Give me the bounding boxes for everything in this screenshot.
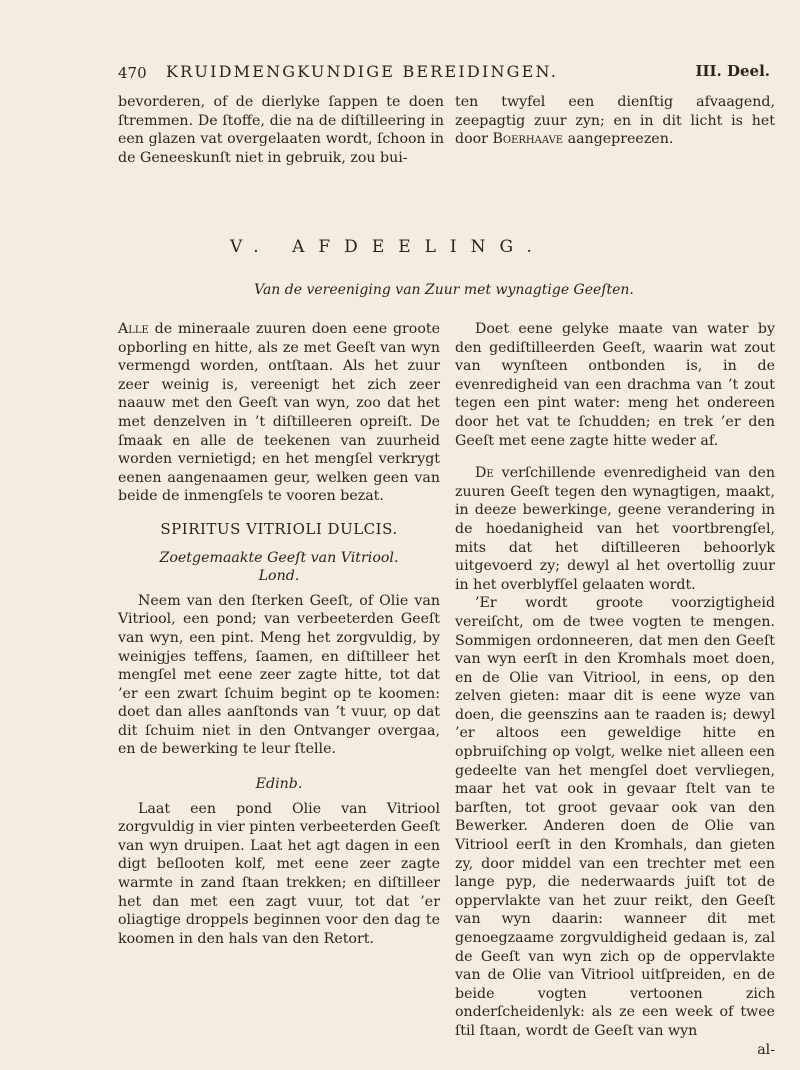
running-title: KRUIDMENGKUNDIGE BEREIDINGEN. (166, 62, 558, 81)
right-paragraph-3: ’Er wordt groote voorzigtigheid vereiſcht, om de twee vogten te mengen. Sommigen ordonneeren, dat men den Geeſt van wyn eerſt in den Kromhals moet doen, en de Olie van Vitriool, in eens, op den zelven gieten: maar dit is eene wyze van doen, die geenszins aan te raaden is; dewyl ’er altoos een geweldige hitte en opbruiſching op volgt, welke niet alleen een gedeelte van het mengſel doet vervliegen, maar het vat ook in gevaar ſtelt van te barſten, tot groot gevaar ook van den Bewerker. Anderen doen de Olie van Vitriool eerſt in den Kromhals, dan gieten zy, door middel van een trechter met een lange pyp, die nederwaards juiſt tot de oppervlakte van het zuur reikt, den Geeſt van wyn daarin: wanneer dit met genoegzaame zorgvuldigheid gedaan is, zal de Geeſt van wyn zich op de oppervlakte van de Olie van Vitriool uitſpreiden, en de beide vogten vertoonen zich onderſcheidenlyk: als ze een week of twee ſtil ſtaan, wordt de Geeſt van wyn (455, 595, 775, 1039)
intro-left-text: bevorderen, of de dierlyke ſappen te doen ſtremmen. De ſtoffe, die na de diſtilleering in een glazen vat overgelaaten wordt, ſchoon in de Geneeskunſt niet in gebruik, zou bui- (118, 94, 444, 166)
left-paragraph-1 (118, 320, 440, 506)
lead-word: Alle (118, 321, 149, 337)
section-subtitle: Van de vereeniging van Zuur met wynagtige Geeſten. (254, 282, 634, 298)
edinb-reference: Edinb. (255, 776, 303, 793)
catchword: al- (757, 1041, 775, 1058)
intro-right-end: aangepreezen. (563, 131, 674, 148)
recipe-subtitle-line-1: Zoetgemaakte Geeſt van Vitriool. (159, 549, 399, 566)
section-title: V. AFDEELING. (230, 237, 546, 257)
right-paragraph-2 (455, 464, 775, 594)
intro-left-column (118, 93, 444, 167)
recipe-subtitle (118, 549, 440, 586)
right-paragraph-2-text: verſchillende evenredigheid van den zuuren Geeſt tegen den wynagtigen, maakt, in deeze bewerkinge, geene verandering in de hoedanigheid van het voortbrengſel, mits dat het diſtilleeren behoorlyk uitgevoerd zy; dewyl al het overtollig zuur in het overblyfſel gelaaten wordt. (455, 465, 775, 593)
page-header (118, 62, 770, 90)
left-paragraph-1-text: de mineraale zuuren doen eene groote opborling en hitte, als ze met Geeſt van wyn vermengd worden, ontſtaan. Als het zuur zeer weinig is, vereenigt het zich zeer naauw met den Geeſt van wyn, zoo dat het met denzelven in ’t diſtilleeren opreiſt. De ſmaak en alle de teekenen van zuurheid worden vernietigd; en het mengſel verkrygt eenen aangenaamen geur, welken geen van beide de inmengſels te vooren bezat. (118, 321, 440, 505)
left-paragraph-3: Laat een pond Olie van Vitriool zorgvuldig in vier pinten verbeeterden Geeſt van wyn druipen. Laat het agt dagen in een digt beſlooten kolf, met eene zeer zagte warmte in zand ſtaan trekken; en diſtilleer het dan met een zagt vuur, tot dat ’er oliagtige droppels beginnen voor den dag te koomen in den hals van den Retort. (118, 800, 440, 947)
left-paragraph-2: Neem van den ſterken Geeſt, of Olie van Vitriool, een pond; van verbeeterden Geeſt van wyn, een pint. Meng het zorgvuldig, by weinigjes teffens, ſaamen, en diſtilleer het mengſel met eene zeer zagte hitte, tot dat ’er een zwart ſchuim begint op te koomen: doet dan alles aanſtonds van ’t vuur, op dat dit ſchuim niet in den Ontvanger overgaa, en de bewerking te leur ſtelle. (118, 592, 440, 758)
right-paragraph-1: Doet eene gelyke maate van water by den gediſtilleerden Geeſt, waarin wat zout van wynſteen ontbonden is, in de evenredigheid van een drachma van ’t zout tegen een pint water: meng het ondereen door het vat te ſchudden; en trek ’er den Geeſt met eene zagte hitte weder af. (455, 321, 775, 449)
intro-right-text: ten twyfel een dienſtig afvaagend, zeepagtig zuur zyn; en in dit licht is het door (455, 94, 775, 148)
intro-right-column (455, 93, 775, 149)
volume-label: III. Deel. (695, 62, 770, 80)
recipe-subtitle-line-2: Lond. (258, 568, 300, 585)
right-column (455, 320, 775, 1059)
intro-right-paragraph (455, 93, 775, 149)
lead-word: De (475, 465, 494, 482)
page-number: 470 (118, 64, 147, 82)
recipe-heading: SPIRITUS VITRIOLI DULCIS. (160, 519, 398, 538)
paragraph-gap (455, 450, 775, 464)
left-column (118, 320, 440, 948)
author-name: Boerhaave (492, 131, 564, 148)
